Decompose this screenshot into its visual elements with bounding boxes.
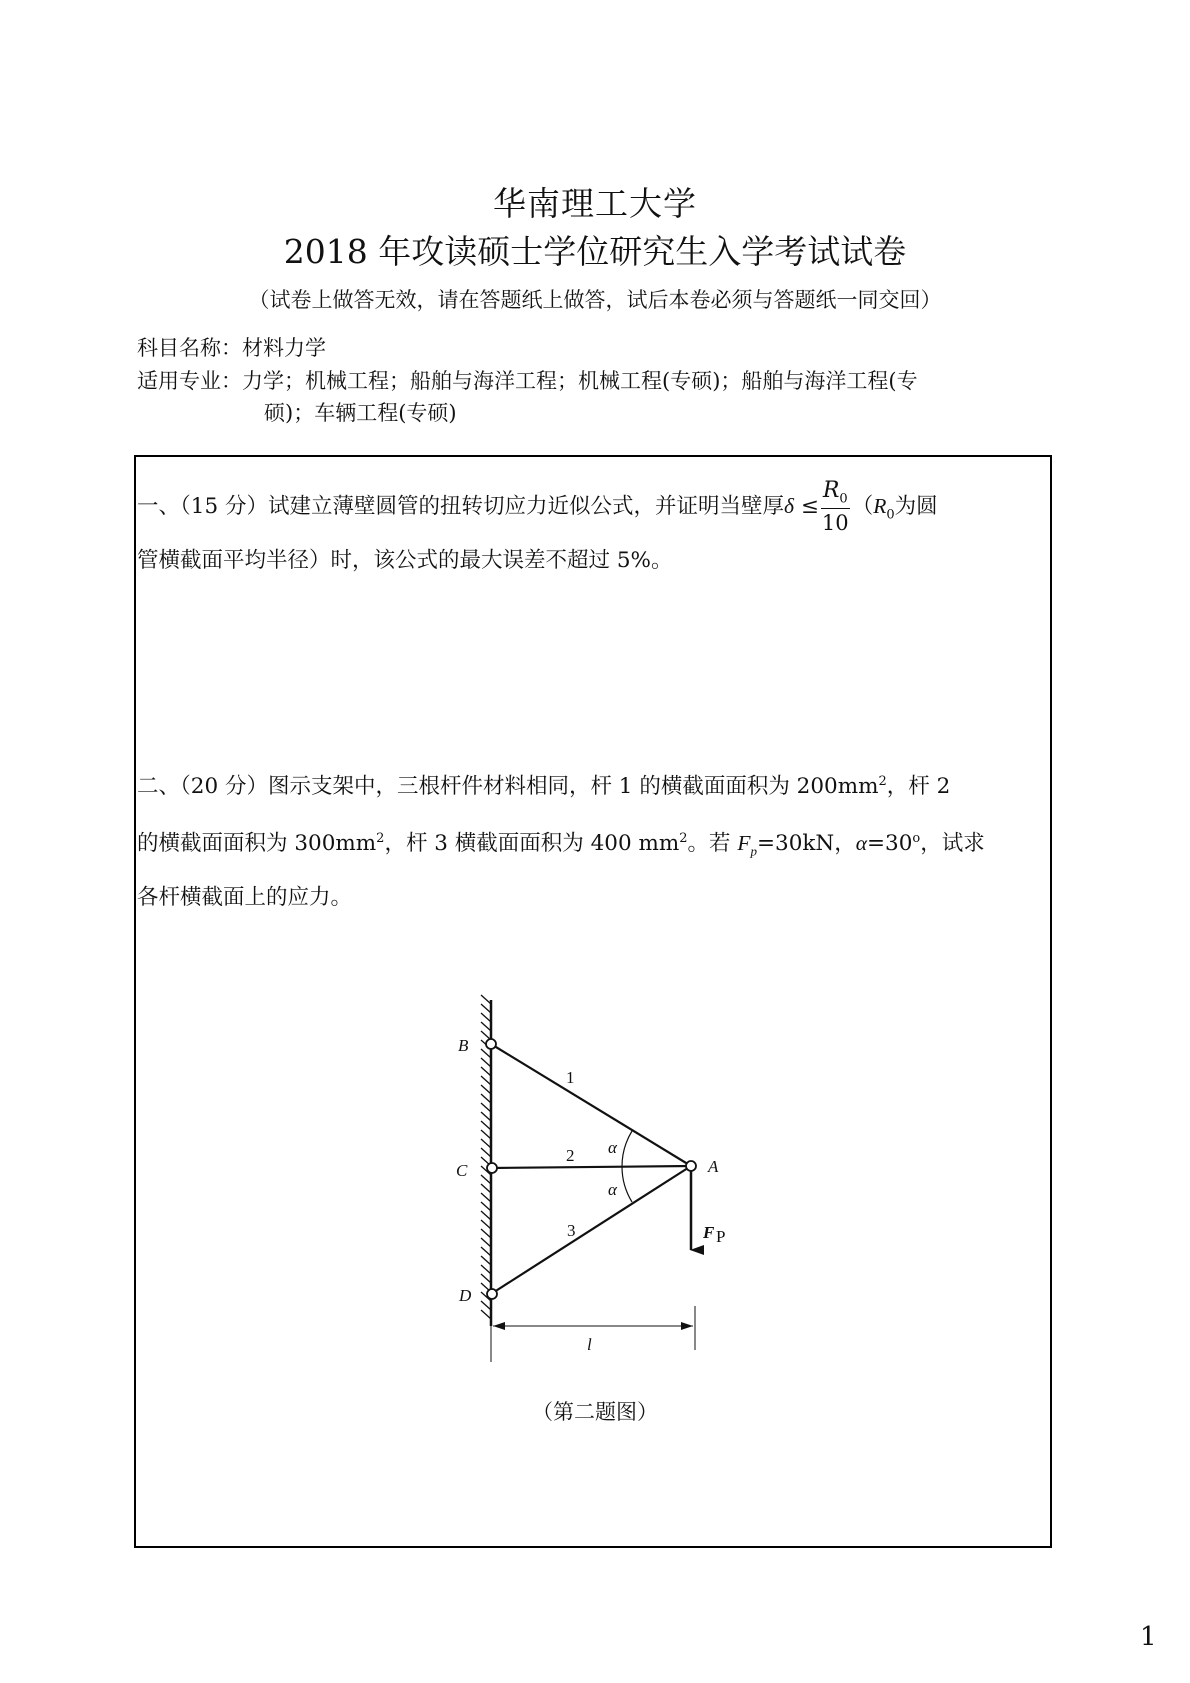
exam-title: 2018 年攻读硕士学位研究生入学考试试卷 (283, 232, 907, 271)
question-1-points: （15 分） (180, 494, 268, 520)
hatch-mark (481, 1112, 491, 1121)
pin-a (686, 1161, 696, 1171)
figure-caption: （第二题图） (532, 1400, 658, 1424)
area-3-text: ，杆 3 横截面面积为 400 mm (384, 831, 680, 856)
degree-sup: o (912, 830, 921, 846)
hatch-mark (481, 1121, 491, 1130)
question-2-line1-tail: ，杆 2 (886, 774, 951, 799)
hatch-mark (481, 1301, 491, 1310)
question-2-line-3: 各杆横截面上的应力。 (137, 885, 353, 910)
exam-notice: （试卷上做答无效，请在答题纸上做答，试后本卷必须与答题纸一同交回） (248, 288, 942, 312)
alpha-symbol: α (855, 831, 868, 855)
label-bar-3: 3 (567, 1221, 576, 1240)
label-alpha-lower: α (608, 1180, 617, 1199)
label-force-sub: P (716, 1227, 726, 1246)
paren-open: （ (851, 494, 874, 520)
hatch-mark (481, 1175, 491, 1184)
question-2-points: （20 分） (180, 774, 268, 799)
hatch-mark (481, 1265, 491, 1274)
subject-label: 科目名称： (137, 336, 242, 360)
hatch-mark (481, 1049, 491, 1058)
university-name: 华南理工大学 (493, 184, 697, 223)
area-2-text: 的横截面面积为 300mm (137, 831, 377, 856)
hatch-mark (481, 1202, 491, 1211)
hatch-mark (481, 1211, 491, 1220)
hatch-mark (481, 1139, 491, 1148)
question-1-line1-tail: 为圆 (894, 494, 938, 520)
question-2-number: 二、 (137, 774, 181, 799)
pin-d (487, 1289, 497, 1299)
hatch-mark (481, 1148, 491, 1157)
hatch-mark (481, 1238, 491, 1247)
pin-b (486, 1039, 496, 1049)
label-bar-2: 2 (566, 1146, 575, 1165)
hatch-mark (481, 1220, 491, 1229)
hatch-mark (481, 1013, 491, 1022)
area-1-sup: 2 (878, 773, 887, 789)
hatch-mark (481, 1076, 491, 1085)
majors-value-line2: 硕)；车辆工程(专硕) (264, 401, 457, 425)
label-a: A (708, 1157, 719, 1176)
delta-symbol: δ (783, 494, 794, 519)
question-1-text: 试建立薄壁圆管的扭转切应力近似公式，并证明当壁厚 (267, 494, 784, 520)
page-number: 1 (1140, 1622, 1157, 1652)
label-b: B (458, 1036, 469, 1055)
majors-value-line1: 力学；机械工程；船舶与海洋工程；机械工程(专硕)；船舶与海洋工程(专 (242, 369, 918, 393)
hatch-mark (481, 1229, 491, 1238)
question-1-number: 一、 (137, 494, 181, 520)
label-c: C (456, 1161, 468, 1180)
question-1-line-2: 管横截面平均半径）时，该公式的最大误差不超过 5%。 (137, 548, 673, 573)
bar-1 (491, 1044, 691, 1166)
hatch-mark (481, 1058, 491, 1067)
hatch-mark (481, 995, 491, 1004)
hatch-mark (481, 1310, 491, 1319)
hatch-mark (481, 1130, 491, 1139)
majors-label: 适用专业： (137, 369, 242, 393)
label-length: l (587, 1335, 592, 1354)
question-2-line2-tail: ，试求 (920, 831, 985, 856)
hatch-mark (481, 1067, 491, 1076)
r-symbol: R (822, 478, 840, 503)
fp-symbol: F (737, 831, 751, 855)
label-force: F (703, 1223, 715, 1242)
hatch-mark (481, 1274, 491, 1283)
hatch-mark (481, 1256, 491, 1265)
hatch-mark (481, 1085, 491, 1094)
bar-2 (491, 1166, 691, 1168)
bar-3 (491, 1166, 691, 1294)
hatch-mark (481, 1022, 491, 1031)
pin-c (487, 1163, 497, 1173)
fraction-denominator: 10 (821, 511, 849, 536)
label-bar-1: 1 (566, 1068, 575, 1087)
r0-subscript: 0 (886, 507, 895, 523)
hatch-mark (481, 1094, 491, 1103)
hatch-mark (481, 1184, 491, 1193)
r-subscript: 0 (839, 491, 848, 507)
hatch-mark (481, 1004, 491, 1013)
label-d: D (459, 1286, 472, 1305)
area-2-sup: 2 (376, 830, 385, 846)
fp-subscript: p (750, 843, 758, 859)
leq-symbol: ≤ (800, 494, 819, 520)
hatch-mark (481, 1193, 491, 1202)
label-alpha-upper: α (608, 1138, 617, 1157)
hatch-mark (481, 1103, 491, 1112)
hatch-mark (481, 1247, 491, 1256)
alpha-value: =30 (867, 831, 913, 856)
area-3-sup: 2 (679, 830, 688, 846)
r0-symbol: R (873, 494, 887, 519)
fp-value: =30kN， (757, 831, 856, 856)
question-2-text: 图示支架中，三根杆件材料相同，杆 1 的横截面面积为 200mm (267, 774, 879, 799)
condition-prefix: 。若 (687, 831, 738, 856)
subject-value: 材料力学 (242, 336, 326, 360)
